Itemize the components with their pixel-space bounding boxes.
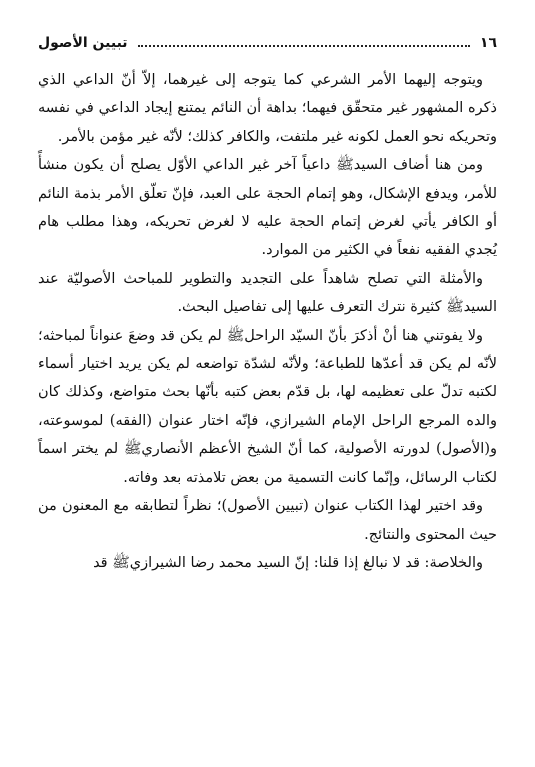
paragraph: ومن هنا أضاف السيدﷺ داعياً آخر غير الداعي الأوّل يصلح أن يكون منشأً للأمر، ويدفع الإشكال، وهو إتمام الحجة على العبد، فإنّ تعلّق الأمر بذمة النائم أو الكافر يأتي لغرض إتمام الحجة عليه لا لغرض تحريكه، وهذا مطلب هام يُجدي الفقيه نفعاً في الكثير من الموارد. [38, 157, 497, 259]
paragraph: والأمثلة التي تصلح شاهداً على التجديد والتطوير للمباحث الأصوليّة عند السيدﷺ كثيرة نترك التعرف عليها إلى تفاصيل البحث. [38, 270, 497, 316]
running-header [38, 30, 497, 56]
paragraph: ويتوجه إليهما الأمر الشرعي كما يتوجه إلى غيرهما، إلاّ أنّ الداعي الذي ذكره المشهور غير متحقّق فيهما؛ بداهة أن النائم يمتنع إيجاد الداعي في نفسه وتحريكه نحو العمل لكونه غير ملتفت، والكافر كذلك؛ لأنّه غير مؤمن بالأمر. [38, 72, 497, 145]
body-text [38, 66, 497, 577]
running-title: تبيين الأصول [38, 35, 128, 51]
page-number: ١٦ [479, 35, 497, 51]
paragraph: وقد اختير لهذا الكتاب عنوان (تبيين الأصول)؛ نظراً لتطابقه مع المعنون من حيث المحتوى والنتائج. [38, 498, 497, 543]
header-dotted-rule [138, 45, 470, 47]
paragraph: والخلاصة: قد لا نبالغ إذا قلنا: إنّ السيد محمد رضا الشيرازيﷺ قد [93, 554, 483, 571]
paragraph: ولا يفوتني هنا أنْ أذكرَ بأنّ السيّد الراحلﷺ لم يكن قد وضعَ عنواناً لمباحثه؛ لأنّه لم يكن قد أعدّها للطباعة؛ ولأنّه لشدّة تواضعه لم يكن يريد اختيار أسماء لكتبه تدلّ على تعظيمه لها، بل قدّم بعض كتبه بأنّها بحث متواضع، وكذلك كان والده المرجع الراحل الإمام الشيرازي، فإنّه اختار عنوان (الفقه) لموسوعته، و(الأصول) لدورته الأصولية، كما أنّ الشيخ الأعظم الأنصاريﷺ لم يختر اسماً لكتاب الرسائل، وإنّما كانت التسمية من بعض تلامذته بعد وفاته. [38, 327, 497, 486]
